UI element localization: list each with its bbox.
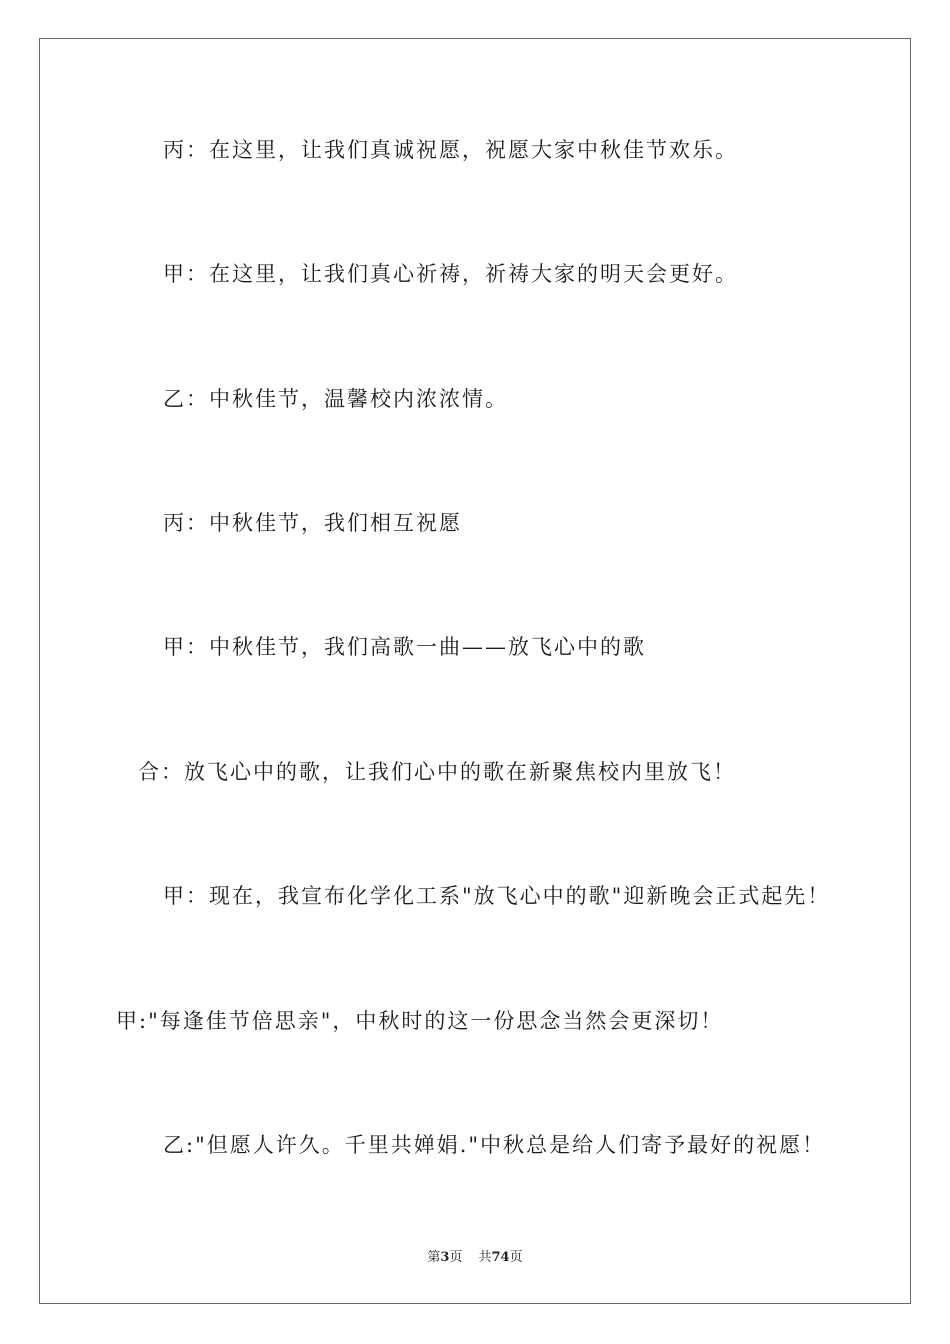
dialogue-line: 丙：在这里，让我们真诚祝愿，祝愿大家中秋佳节欢乐。: [163, 138, 738, 162]
dialogue-line: 甲：在这里，让我们真心祈祷，祈祷大家的明天会更好。: [163, 262, 738, 286]
dialogue-line: 丙：中秋佳节，我们相互祝愿: [163, 511, 462, 535]
dialogue-line: 乙:"但愿人许久。千里共婵娟."中秋总是给人们寄予最好的祝愿！: [163, 1133, 826, 1157]
total-suffix: 页: [509, 1250, 523, 1265]
page-number: 3: [440, 1250, 450, 1265]
dialogue-line: 合：放飞心中的歌，让我们心中的歌在新聚焦校内里放飞！: [138, 760, 736, 784]
dialogue-line: 甲:"每逢佳节倍思亲"，中秋时的这一份思念当然会更深切！: [116, 1009, 724, 1033]
page-footer: [0, 1246, 950, 1265]
total-pages: 74: [491, 1250, 510, 1265]
dialogue-line: 乙：中秋佳节，温馨校内浓浓情。: [163, 387, 508, 411]
page-prefix: 第: [427, 1250, 441, 1265]
page-border: [39, 38, 911, 1304]
page-suffix: 页: [449, 1250, 463, 1265]
dialogue-line: 甲：中秋佳节，我们高歌一曲——放飞心中的歌: [163, 635, 646, 659]
total-prefix: 共: [478, 1250, 492, 1265]
dialogue-line: 甲：现在，我宣布化学化工系"放飞心中的歌"迎新晚会正式起先！: [163, 884, 831, 908]
